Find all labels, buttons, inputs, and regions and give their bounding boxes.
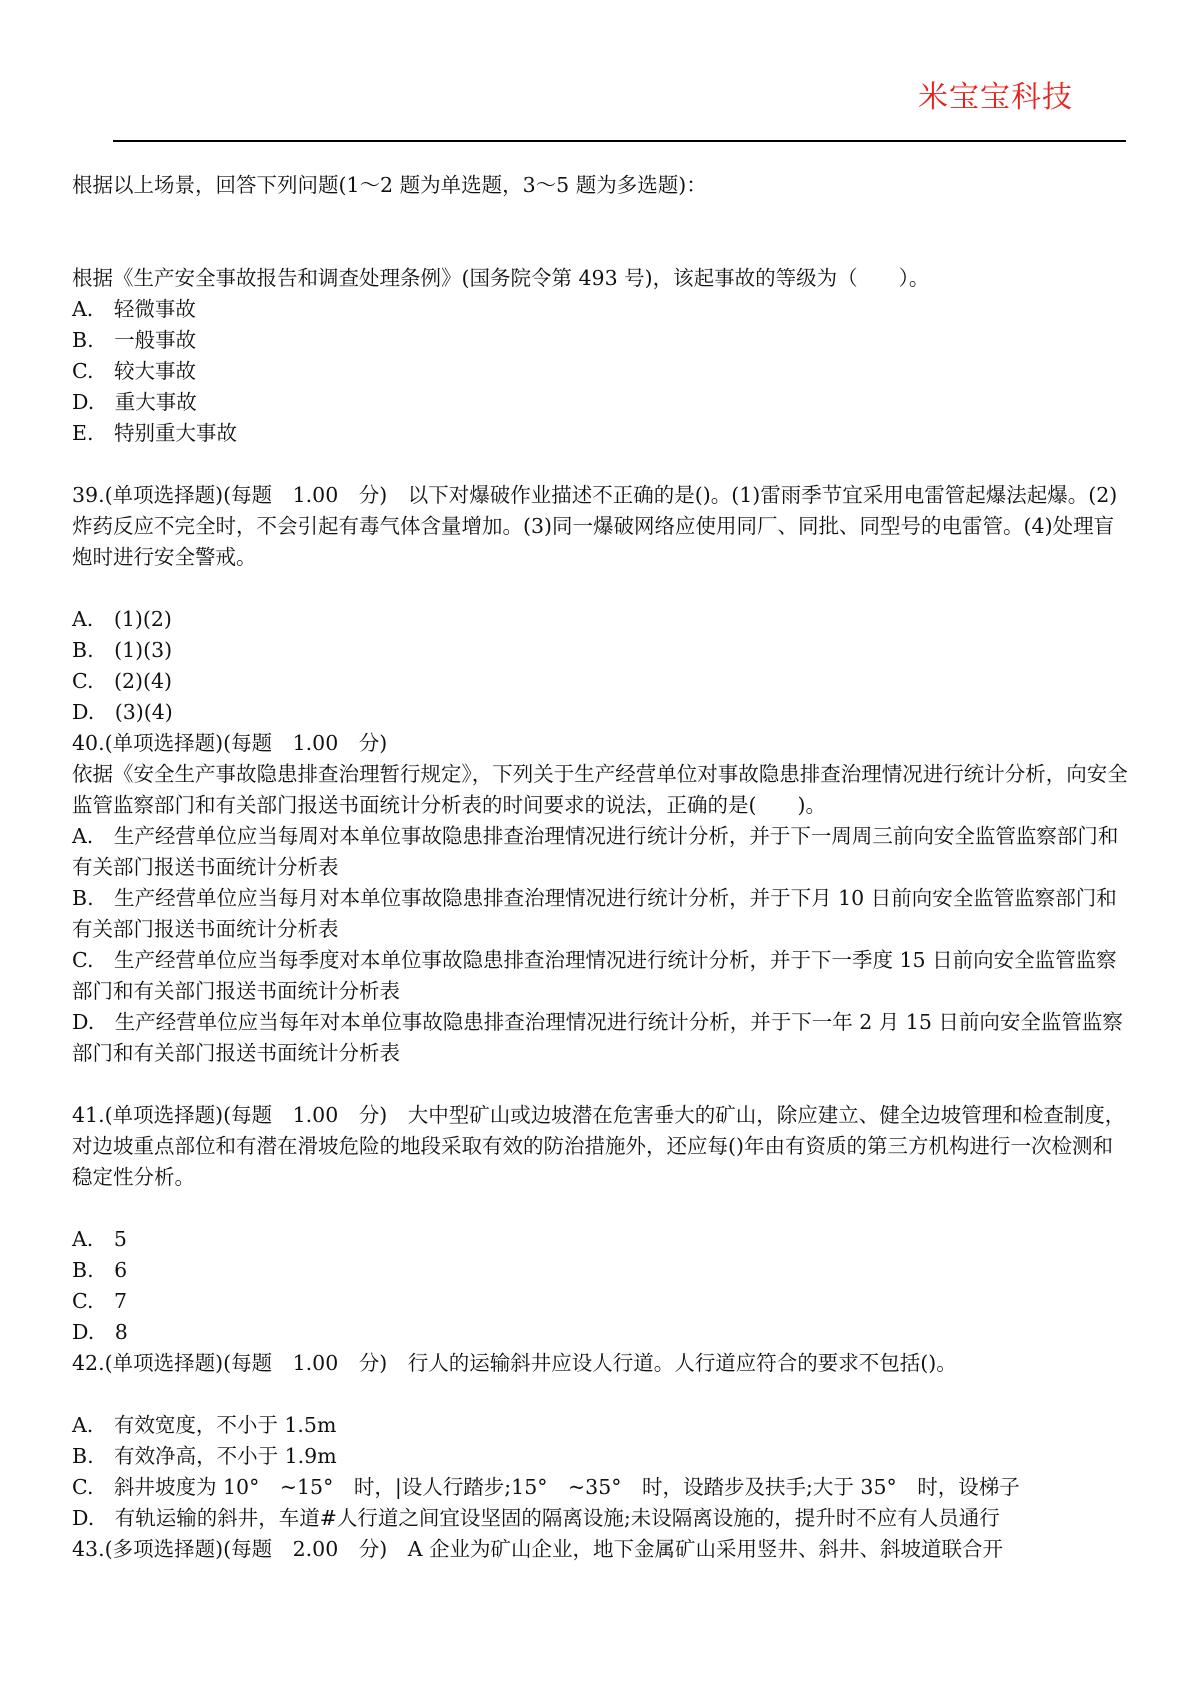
option-a: A. (1)(2) [72,607,172,631]
question-stem: 根据《生产安全事故报告和调查处理条例》(国务院令第 493 号)，该起事故的等级为（ ）。 [72,266,930,290]
option-c: C. 生产经营单位应当每季度对本单位事故隐患排查治理情况进行统计分析，并于下一季度 15 日前向安全监管监察部门和有关部门报送书面统计分析表 [72,948,1117,1003]
question-stem: 43.(多项选择题)(每题 2.00 分) A 企业为矿山企业，地下金属矿山采用竖井、斜井、斜坡道联合开 [72,1537,1004,1561]
option-c: C. (2)(4) [72,669,173,693]
option-c: C. 7 [72,1289,128,1313]
option-a: A. 有效宽度，不小于 1.5m [72,1413,337,1437]
intro-text: 根据以上场景，回答下列问题(1～2 题为单选题，3～5 题为多选题)： [72,173,707,197]
option-d: D. 生产经营单位应当每年对本单位事故隐患排查治理情况进行统计分析，并于下一年 2 月 15 日前向安全监管监察部门和有关部门报送书面统计分析表 [72,1010,1123,1065]
option-a: A. 轻微事故 [72,297,196,321]
question-41 [72,1100,1132,1348]
option-b: B. 有效净高，不小于 1.9m [72,1444,337,1468]
option-a: A. 生产经营单位应当每周对本单位事故隐患排查治理情况进行统计分析，并于下一周周三前向安全监管监察部门和有关部门报送书面统计分析表 [72,824,1119,879]
question-stem: 42.(单项选择题)(每题 1.00 分) 行人的运输斜井应设人行道。人行道应符合的要求不包括()。 [72,1351,957,1375]
option-a: A. 5 [72,1227,127,1251]
question-header: 40.(单项选择题)(每题 1.00 分) [72,731,388,755]
document-body [72,170,1132,1565]
option-c: C. 斜井坡度为 10° ~15° 时，|设人行踏步;15° ~35° 时，设踏步及扶手;大于 35° 时，设梯子 [72,1475,1020,1499]
option-e: E. 特别重大事故 [72,421,237,445]
option-b: B. 生产经营单位应当每月对本单位事故隐患排查治理情况进行统计分析，并于下月 10 日前向安全监管监察部门和有关部门报送书面统计分析表 [72,886,1117,941]
question-stem: 39.(单项选择题)(每题 1.00 分) 以下对爆破作业描述不正确的是()。(1)雷雨季节宜采用电雷管起爆法起爆。(2)炸药反应不完全时，不会引起有毒气体含量增加。(3)同一爆破网络应使用同厂、同批、同型号的电雷管。(4)处理盲炮时进行安全警戒。 [72,483,1118,569]
question-40 [72,728,1132,1069]
option-b: B. (1)(3) [72,638,173,662]
question-39 [72,480,1132,728]
header-brand: 米宝宝科技 [918,80,1073,115]
question-43 [72,1534,1132,1565]
option-b: B. 6 [72,1258,128,1282]
question-stem: 依据《安全生产事故隐患排查治理暂行规定》，下列关于生产经营单位对事故隐患排查治理情况进行统计分析，向安全监管监察部门和有关部门报送书面统计分析表的时间要求的说法，正确的是( )。 [72,762,1128,817]
question-stem: 41.(单项选择题)(每题 1.00 分) 大中型矿山或边坡潜在危害垂大的矿山，除应建立、健全边坡管理和检查制度，对边坡重点部位和有潜在滑坡危险的地段采取有效的防治措施外，还应每()年由有资质的第三方机构进行一次检测和稳定性分析。 [72,1103,1126,1189]
question-42 [72,1348,1132,1534]
option-d: D. 有轨运输的斜井，车道#人行道之间宜设坚固的隔离设施;未设隔离设施的，提升时不应有人员通行 [72,1506,1000,1530]
option-b: B. 一般事故 [72,328,197,352]
option-d: D. 8 [72,1320,128,1344]
question-38 [72,263,1132,449]
option-c: C. 较大事故 [72,359,196,383]
option-d: D. (3)(4) [72,700,173,724]
option-d: D. 重大事故 [72,390,197,414]
header-divider [113,140,1126,142]
